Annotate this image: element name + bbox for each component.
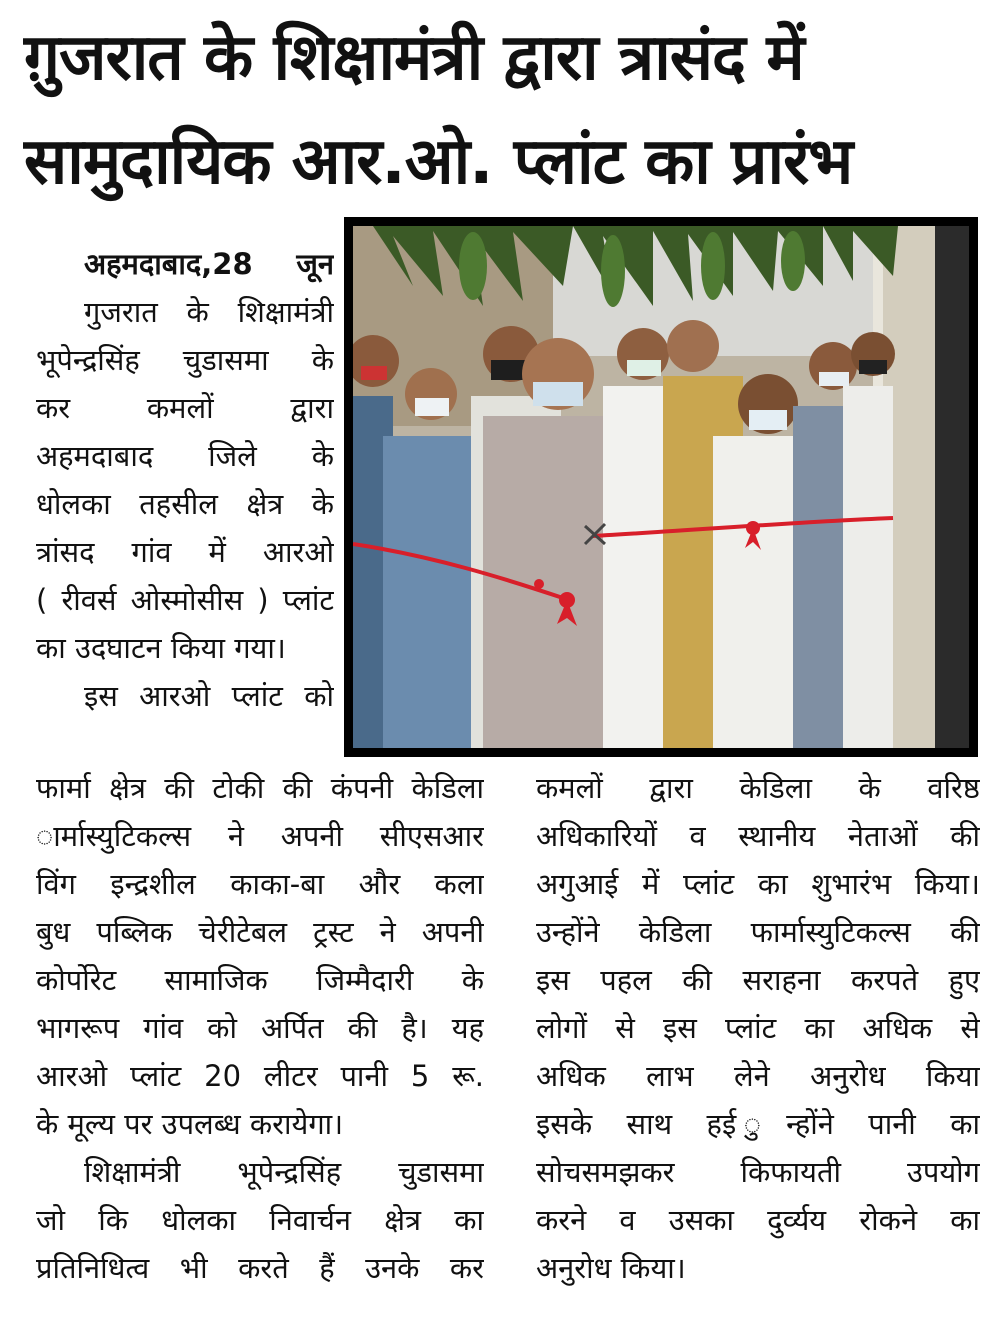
article-line: इसके साथ हई ुन्होंने पानी का bbox=[536, 1107, 980, 1141]
article-line: गुजरात के शिक्षामंत्री bbox=[84, 295, 334, 329]
article-line: कमलों द्वारा केडिला के वरिष्ठ bbox=[536, 771, 980, 805]
article-line: लोगों से इस प्लांट का अधिक से bbox=[536, 1011, 980, 1045]
article-line: बुध पब्लिक चेरीटेबल ट्रस्ट ने अपनी bbox=[36, 915, 484, 949]
article-line: कोर्पोरेट सामाजिक जिम्मैदारी के bbox=[36, 963, 484, 997]
article-line: करने व उसका दुर्व्यय रोकने का bbox=[536, 1203, 980, 1237]
article-column-bottom-right bbox=[536, 764, 980, 1292]
article-line: भागरूप गांव को अर्पित की है। यह bbox=[36, 1011, 484, 1045]
photo-image bbox=[353, 226, 969, 748]
article-line: इस आरओ प्लांट को bbox=[84, 679, 334, 713]
article-line: विंग इन्द्रशील काका-बा और कला bbox=[36, 867, 484, 901]
article-line: जो कि धोलका निवार्चन क्षेत्र का bbox=[36, 1203, 484, 1237]
news-photo bbox=[344, 217, 978, 757]
dateline: अहमदाबाद,28 जून bbox=[84, 247, 334, 281]
article-line: अगुआई में प्लांट का शुभारंभ किया। bbox=[536, 867, 980, 901]
article-line: इस पहल की सराहना करपते हुए bbox=[536, 963, 980, 997]
article-line: शिक्षामंत्री भूपेन्द्रसिंह चुडासमा bbox=[84, 1155, 484, 1189]
article-line: प्रतिनिधित्व भी करते हैं उनके कर bbox=[36, 1251, 484, 1285]
article-line: त्रांसद गांव में आरओ bbox=[36, 535, 334, 569]
headline-line-2: सामुदायिक आर.ओ. प्लांट का प्रारंभ bbox=[24, 125, 853, 199]
article-line: कर कमलों द्वारा bbox=[36, 391, 334, 425]
headline-line-1: ग़ुजरात के शिक्षामंत्री द्वारा त्रासंद में bbox=[24, 21, 804, 95]
article-line: आरओ प्लांट 20 लीटर पानी 5 रू. bbox=[36, 1059, 484, 1093]
article-line: के मूल्य पर उपलब्ध करायेगा। bbox=[36, 1107, 344, 1141]
article-line: का उदघाटन किया गया। bbox=[36, 631, 286, 665]
article-line: अहमदाबाद जिले के bbox=[36, 439, 334, 473]
article-line: ार्मास्युटिकल्स ने अपनी सीएसआर bbox=[36, 819, 484, 853]
article-line: भूपेन्द्रसिंह चुडासमा के bbox=[36, 343, 334, 377]
ribbon-cutting-photo bbox=[353, 226, 969, 748]
article-line: ( रीवर्स ओस्मोसीस ) प्लांट bbox=[36, 583, 334, 617]
article-line: अधिकारियों व स्थानीय नेताओं की bbox=[536, 819, 980, 853]
article-column-bottom-left bbox=[36, 764, 484, 1292]
article-line: उन्होंने केडिला फार्मास्युटिकल्स की bbox=[536, 915, 980, 949]
article-line: सोचसमझकर किफायती उपयोग bbox=[536, 1155, 980, 1189]
article-column-left-top bbox=[36, 240, 334, 720]
article-line: अनुरोध किया। bbox=[536, 1251, 686, 1285]
article-line: अधिक लाभ लेने अनुरोध किया bbox=[536, 1059, 980, 1093]
article-line: धोलका तहसील क्षेत्र के bbox=[36, 487, 334, 521]
article-line: फार्मा क्षेत्र की टोकी की कंपनी केडिला bbox=[36, 771, 484, 805]
